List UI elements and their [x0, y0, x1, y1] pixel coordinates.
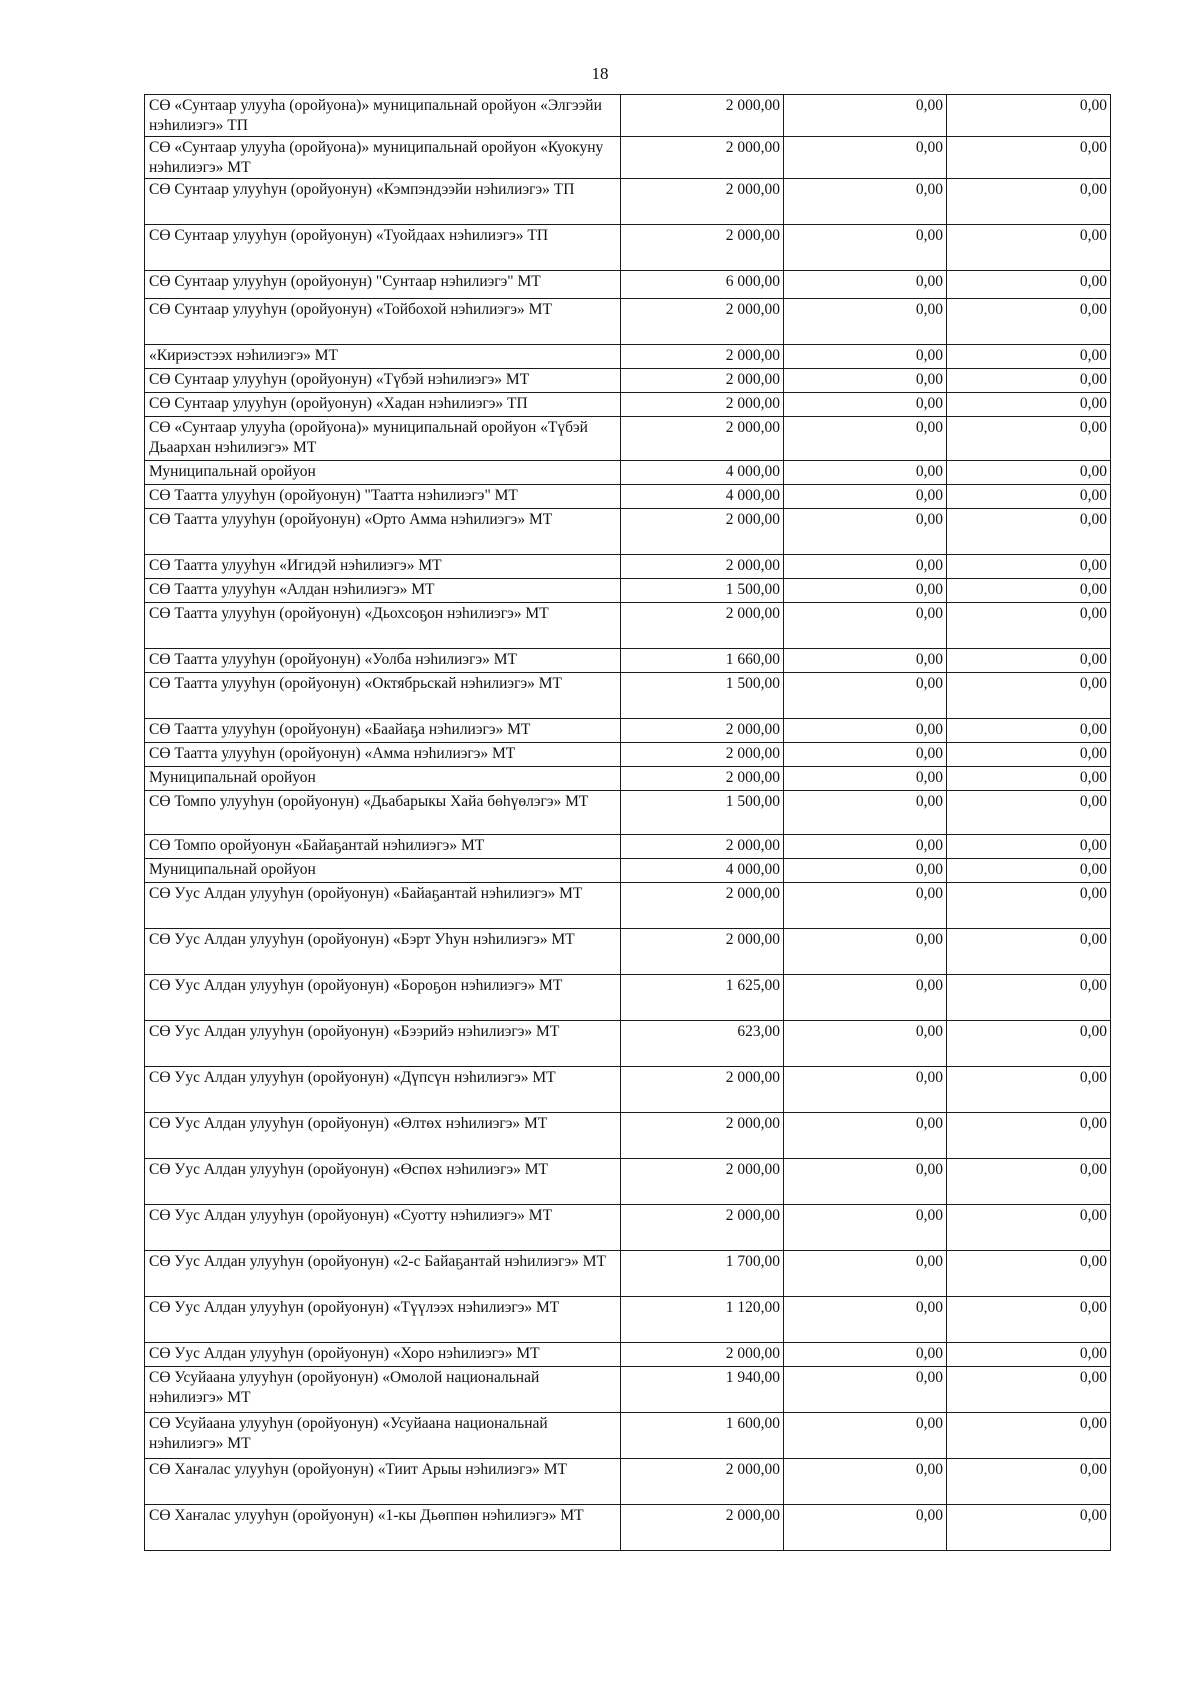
row-value-2-cell: 0,00: [784, 1367, 947, 1413]
row-amount-cell: 2 000,00: [621, 1505, 784, 1551]
row-name-cell: СӨ Уус Алдан улууһун (оройуонун) «Бээрийэ нэһилиэгэ» МТ: [145, 1021, 621, 1067]
row-value-2-cell: 0,00: [784, 743, 947, 767]
row-value-2-cell: 0,00: [784, 345, 947, 369]
row-value-2-cell: 0,00: [784, 579, 947, 603]
row-name-cell: СӨ Сунтаар улууһун (оройуонун) "Сунтаар нэһилиэгэ" МТ: [145, 271, 621, 299]
table-row: [145, 1205, 1111, 1251]
row-amount-cell: 2 000,00: [621, 1067, 784, 1113]
row-value-3-cell: 0,00: [947, 975, 1111, 1021]
row-value-3-cell: 0,00: [947, 417, 1111, 461]
row-value-3-cell: 0,00: [947, 1343, 1111, 1367]
row-value-2-cell: 0,00: [784, 975, 947, 1021]
table-row: [145, 179, 1111, 225]
row-amount-cell: 2 000,00: [621, 1113, 784, 1159]
row-amount-cell: 2 000,00: [621, 603, 784, 649]
row-name-cell: СӨ Уус Алдан улууһун (оройуонун) «Өлтөх нэһилиэгэ» МТ: [145, 1113, 621, 1159]
table-row: [145, 1343, 1111, 1367]
table-row: [145, 1251, 1111, 1297]
row-amount-cell: 2 000,00: [621, 299, 784, 345]
row-value-3-cell: 0,00: [947, 579, 1111, 603]
row-value-3-cell: 0,00: [947, 509, 1111, 555]
row-value-2-cell: 0,00: [784, 1067, 947, 1113]
table-row: [145, 1459, 1111, 1505]
table-row: [145, 1113, 1111, 1159]
row-value-3-cell: 0,00: [947, 883, 1111, 929]
row-name-cell: СӨ Сунтаар улууһун (оройуонун) «Кэмпэндээйи нэһилиэгэ» ТП: [145, 179, 621, 225]
row-value-3-cell: 0,00: [947, 225, 1111, 271]
table-row: [145, 1413, 1111, 1459]
row-name-cell: СӨ Таатта улууһун (оройуонун) «Баайаҕа нэһилиэгэ» МТ: [145, 719, 621, 743]
table-row: [145, 95, 1111, 137]
row-value-2-cell: 0,00: [784, 883, 947, 929]
row-amount-cell: 2 000,00: [621, 929, 784, 975]
row-value-3-cell: 0,00: [947, 95, 1111, 137]
row-value-3-cell: 0,00: [947, 369, 1111, 393]
row-amount-cell: 1 940,00: [621, 1367, 784, 1413]
row-amount-cell: 2 000,00: [621, 369, 784, 393]
row-name-cell: СӨ Усуйаана улууһун (оройуонун) «Омолой национальнай нэһилиэгэ» МТ: [145, 1367, 621, 1413]
row-name-cell: СӨ Таатта улууһун (оройуонун) «Дьохсоҕон нэһилиэгэ» МТ: [145, 603, 621, 649]
table-row: [145, 345, 1111, 369]
row-value-3-cell: 0,00: [947, 1067, 1111, 1113]
row-name-cell: СӨ Усуйаана улууһун (оройуонун) «Усуйаана национальнай нэһилиэгэ» МТ: [145, 1413, 621, 1459]
row-name-cell: СӨ Уус Алдан улууһун (оройуонун) «Байаҕантай нэһилиэгэ» МТ: [145, 883, 621, 929]
row-value-3-cell: 0,00: [947, 1021, 1111, 1067]
table-row: [145, 883, 1111, 929]
row-amount-cell: 2 000,00: [621, 835, 784, 859]
row-value-3-cell: 0,00: [947, 743, 1111, 767]
table-row: [145, 137, 1111, 179]
row-amount-cell: 2 000,00: [621, 767, 784, 791]
row-amount-cell: 2 000,00: [621, 555, 784, 579]
row-amount-cell: 1 120,00: [621, 1297, 784, 1343]
row-amount-cell: 2 000,00: [621, 95, 784, 137]
row-value-2-cell: 0,00: [784, 509, 947, 555]
row-amount-cell: 2 000,00: [621, 719, 784, 743]
row-name-cell: СӨ Сунтаар улууһун (оройуонун) «Хадан нэһилиэгэ» ТП: [145, 393, 621, 417]
row-value-3-cell: 0,00: [947, 393, 1111, 417]
row-name-cell: СӨ Уус Алдан улууһун (оройуонун) «2-с Байаҕантай нэһилиэгэ» МТ: [145, 1251, 621, 1297]
row-value-3-cell: 0,00: [947, 1505, 1111, 1551]
row-value-2-cell: 0,00: [784, 299, 947, 345]
row-value-2-cell: 0,00: [784, 137, 947, 179]
row-name-cell: СӨ Таатта улууһун «Алдан нэһилиэгэ» МТ: [145, 579, 621, 603]
table-row: [145, 673, 1111, 719]
row-value-2-cell: 0,00: [784, 835, 947, 859]
row-name-cell: СӨ Уус Алдан улууһун (оройуонун) «Түүлээх нэһилиэгэ» МТ: [145, 1297, 621, 1343]
row-value-3-cell: 0,00: [947, 649, 1111, 673]
row-value-2-cell: 0,00: [784, 673, 947, 719]
row-amount-cell: 2 000,00: [621, 179, 784, 225]
row-value-2-cell: 0,00: [784, 1459, 947, 1505]
row-amount-cell: 1 600,00: [621, 1413, 784, 1459]
table-row: [145, 767, 1111, 791]
row-name-cell: СӨ Уус Алдан улууһун (оройуонун) «Бэрт Уһун нэһилиэгэ» МТ: [145, 929, 621, 975]
row-value-3-cell: 0,00: [947, 345, 1111, 369]
row-amount-cell: 2 000,00: [621, 743, 784, 767]
row-value-2-cell: 0,00: [784, 1505, 947, 1551]
row-value-3-cell: 0,00: [947, 1205, 1111, 1251]
table-row: [145, 225, 1111, 271]
row-amount-cell: 2 000,00: [621, 509, 784, 555]
table-row: [145, 271, 1111, 299]
row-value-2-cell: 0,00: [784, 95, 947, 137]
table-row: [145, 1505, 1111, 1551]
row-value-3-cell: 0,00: [947, 555, 1111, 579]
row-name-cell: СӨ Таатта улууһун «Игидэй нэһилиэгэ» МТ: [145, 555, 621, 579]
table-row: [145, 509, 1111, 555]
row-name-cell: СӨ Уус Алдан улууһун (оройуонун) «Хоро нэһилиэгэ» МТ: [145, 1343, 621, 1367]
table-row: [145, 1021, 1111, 1067]
row-value-3-cell: 0,00: [947, 835, 1111, 859]
row-value-3-cell: 0,00: [947, 461, 1111, 485]
row-value-3-cell: 0,00: [947, 1251, 1111, 1297]
table-row: [145, 461, 1111, 485]
row-value-2-cell: 0,00: [784, 555, 947, 579]
row-value-3-cell: 0,00: [947, 271, 1111, 299]
row-value-2-cell: 0,00: [784, 1021, 947, 1067]
row-amount-cell: 1 500,00: [621, 673, 784, 719]
table-row: [145, 485, 1111, 509]
row-amount-cell: 4 000,00: [621, 485, 784, 509]
row-value-3-cell: 0,00: [947, 791, 1111, 835]
row-value-2-cell: 0,00: [784, 767, 947, 791]
row-name-cell: СӨ Уус Алдан улууһун (оройуонун) «Суотту нэһилиэгэ» МТ: [145, 1205, 621, 1251]
row-value-2-cell: 0,00: [784, 791, 947, 835]
table-row: [145, 1067, 1111, 1113]
row-value-3-cell: 0,00: [947, 485, 1111, 509]
row-amount-cell: 623,00: [621, 1021, 784, 1067]
row-value-2-cell: 0,00: [784, 649, 947, 673]
row-value-2-cell: 0,00: [784, 929, 947, 975]
row-name-cell: Муниципальнай оройуон: [145, 461, 621, 485]
row-value-2-cell: 0,00: [784, 1205, 947, 1251]
row-value-3-cell: 0,00: [947, 1459, 1111, 1505]
row-name-cell: СӨ Хаҥалас улууһун (оройуонун) «1-кы Дьөппөн нэһилиэгэ» МТ: [145, 1505, 621, 1551]
table-row: [145, 1367, 1111, 1413]
row-name-cell: «Кириэстээх нэһилиэгэ» МТ: [145, 345, 621, 369]
row-name-cell: СӨ Таатта улууһун (оройуонун) "Таатта нэһилиэгэ" МТ: [145, 485, 621, 509]
row-amount-cell: 2 000,00: [621, 1159, 784, 1205]
row-value-2-cell: 0,00: [784, 859, 947, 883]
row-value-3-cell: 0,00: [947, 673, 1111, 719]
row-name-cell: СӨ Хаҥалас улууһун (оройуонун) «Тиит Арыы нэһилиэгэ» МТ: [145, 1459, 621, 1505]
row-value-2-cell: 0,00: [784, 461, 947, 485]
row-value-2-cell: 0,00: [784, 1343, 947, 1367]
row-amount-cell: 2 000,00: [621, 883, 784, 929]
row-amount-cell: 2 000,00: [621, 345, 784, 369]
row-name-cell: СӨ Сунтаар улууһун (оройуонун) «Тойбохой нэһилиэгэ» МТ: [145, 299, 621, 345]
table-row: [145, 603, 1111, 649]
row-value-2-cell: 0,00: [784, 1413, 947, 1459]
row-amount-cell: 4 000,00: [621, 461, 784, 485]
row-value-3-cell: 0,00: [947, 767, 1111, 791]
row-amount-cell: 1 700,00: [621, 1251, 784, 1297]
table-row: [145, 719, 1111, 743]
page-number: 18: [591, 64, 609, 83]
row-name-cell: СӨ Таатта улууһун (оройуонун) «Орто Амма нэһилиэгэ» МТ: [145, 509, 621, 555]
row-value-3-cell: 0,00: [947, 719, 1111, 743]
row-value-2-cell: 0,00: [784, 1113, 947, 1159]
budget-table: [144, 94, 1111, 1551]
row-value-2-cell: 0,00: [784, 369, 947, 393]
table-row: [145, 417, 1111, 461]
row-amount-cell: 2 000,00: [621, 1459, 784, 1505]
row-value-2-cell: 0,00: [784, 1159, 947, 1205]
table-row: [145, 299, 1111, 345]
table-row: [145, 1159, 1111, 1205]
row-amount-cell: 2 000,00: [621, 137, 784, 179]
row-name-cell: СӨ Уус Алдан улууһун (оройуонун) «Өспөх нэһилиэгэ» МТ: [145, 1159, 621, 1205]
table-row: [145, 835, 1111, 859]
row-name-cell: СӨ Таатта улууһун (оройуонун) «Уолба нэһилиэгэ» МТ: [145, 649, 621, 673]
row-value-2-cell: 0,00: [784, 417, 947, 461]
row-amount-cell: 2 000,00: [621, 225, 784, 271]
row-name-cell: СӨ Томпо улууһун (оройуонун) «Дьабарыкы Хайа бөһүөлэгэ» МТ: [145, 791, 621, 835]
row-amount-cell: 4 000,00: [621, 859, 784, 883]
row-amount-cell: 6 000,00: [621, 271, 784, 299]
row-name-cell: СӨ Таатта улууһун (оройуонун) «Амма нэһилиэгэ» МТ: [145, 743, 621, 767]
row-value-3-cell: 0,00: [947, 179, 1111, 225]
row-value-3-cell: 0,00: [947, 1413, 1111, 1459]
table-row: [145, 579, 1111, 603]
row-value-2-cell: 0,00: [784, 225, 947, 271]
row-amount-cell: 2 000,00: [621, 1205, 784, 1251]
table-row: [145, 859, 1111, 883]
table-body: [145, 95, 1111, 1551]
row-value-3-cell: 0,00: [947, 137, 1111, 179]
table-row: [145, 791, 1111, 835]
row-name-cell: СӨ Томпо оройуонун «Байаҕантай нэһилиэгэ» МТ: [145, 835, 621, 859]
row-name-cell: СӨ «Сунтаар улууһа (оройуона)» муниципальнай оройуон «Куокуну нэһилиэгэ» МТ: [145, 137, 621, 179]
table-row: [145, 393, 1111, 417]
row-name-cell: Муниципальнай оройуон: [145, 859, 621, 883]
row-value-3-cell: 0,00: [947, 1367, 1111, 1413]
row-name-cell: СӨ Уус Алдан улууһун (оройуонун) «Бороҕон нэһилиэгэ» МТ: [145, 975, 621, 1021]
row-name-cell: СӨ «Сунтаар улууһа (оройуона)» муниципальнай оройуон «Түбэй Дьаархан нэһилиэгэ» МТ: [145, 417, 621, 461]
row-amount-cell: 1 625,00: [621, 975, 784, 1021]
row-value-3-cell: 0,00: [947, 603, 1111, 649]
table-row: [145, 743, 1111, 767]
row-value-2-cell: 0,00: [784, 485, 947, 509]
row-amount-cell: 2 000,00: [621, 393, 784, 417]
row-value-2-cell: 0,00: [784, 603, 947, 649]
row-value-2-cell: 0,00: [784, 271, 947, 299]
row-value-3-cell: 0,00: [947, 1159, 1111, 1205]
row-value-2-cell: 0,00: [784, 1297, 947, 1343]
row-value-2-cell: 0,00: [784, 393, 947, 417]
table-row: [145, 1297, 1111, 1343]
row-value-3-cell: 0,00: [947, 929, 1111, 975]
row-name-cell: СӨ Сунтаар улууһун (оройуонун) «Туойдаах нэһилиэгэ» ТП: [145, 225, 621, 271]
row-value-2-cell: 0,00: [784, 719, 947, 743]
table-row: [145, 975, 1111, 1021]
row-value-3-cell: 0,00: [947, 1113, 1111, 1159]
row-amount-cell: 1 500,00: [621, 791, 784, 835]
table-row: [145, 649, 1111, 673]
row-amount-cell: 1 500,00: [621, 579, 784, 603]
table-row: [145, 929, 1111, 975]
row-name-cell: СӨ Уус Алдан улууһун (оройуонун) «Дүпсүн нэһилиэгэ» МТ: [145, 1067, 621, 1113]
table-row: [145, 369, 1111, 393]
row-name-cell: СӨ Сунтаар улууһун (оройуонун) «Түбэй нэһилиэгэ» МТ: [145, 369, 621, 393]
table-row: [145, 555, 1111, 579]
row-amount-cell: 2 000,00: [621, 1343, 784, 1367]
row-value-2-cell: 0,00: [784, 1251, 947, 1297]
row-amount-cell: 1 660,00: [621, 649, 784, 673]
row-name-cell: СӨ Таатта улууһун (оройуонун) «Октябрьскай нэһилиэгэ» МТ: [145, 673, 621, 719]
row-value-2-cell: 0,00: [784, 179, 947, 225]
row-amount-cell: 2 000,00: [621, 417, 784, 461]
row-value-3-cell: 0,00: [947, 299, 1111, 345]
row-name-cell: СӨ «Сунтаар улууһа (оройуона)» муниципальнай оройуон «Элгээйи нэһилиэгэ» ТП: [145, 95, 621, 137]
row-name-cell: Муниципальнай оройуон: [145, 767, 621, 791]
row-value-3-cell: 0,00: [947, 859, 1111, 883]
row-value-3-cell: 0,00: [947, 1297, 1111, 1343]
